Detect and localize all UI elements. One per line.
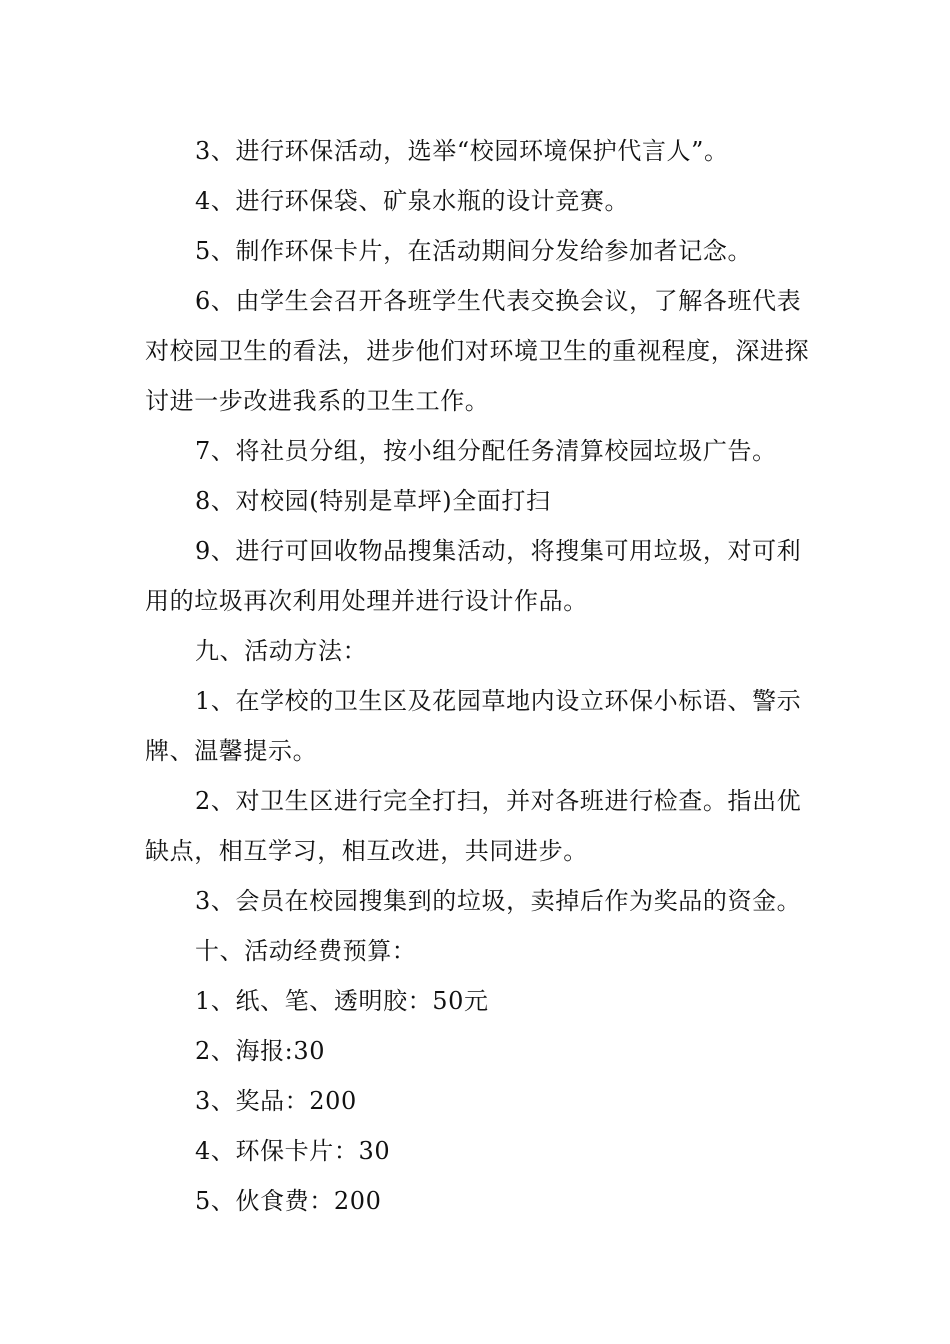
paragraph-item-3-election: 3、进行环保活动，选举“校园环境保护代言人”。 xyxy=(195,137,729,165)
budget-item-stationery: 1、纸、笔、透明胶：50元 xyxy=(195,987,489,1015)
paragraph-item-8-cleaning: 8、对校园(特别是草坪)全面打扫 xyxy=(195,487,551,515)
paragraph-item-6-meeting: 6、由学生会召开各班学生代表交换会议，了解各班代表对校园卫生的看法，进步他们对环境卫生的重视程度，深进探讨进一步改进我系的卫生工作。 xyxy=(145,287,810,415)
paragraph-item-4-design-contest: 4、进行环保袋、矿泉水瓶的设计竞赛。 xyxy=(195,187,630,215)
budget-item-prizes: 3、奖品：200 xyxy=(195,1087,357,1115)
section-heading-methods: 九、活动方法： xyxy=(195,637,368,665)
paragraph-method-3-funds: 3、会员在校园搜集到的垃圾，卖掉后作为奖品的资金。 xyxy=(195,887,802,915)
paragraph-item-7-groups: 7、将社员分组，按小组分配任务清算校园垃圾广告。 xyxy=(195,437,777,465)
document-body xyxy=(145,126,810,1226)
budget-item-cards: 4、环保卡片：30 xyxy=(195,1137,391,1165)
budget-item-meals: 5、伙食费：200 xyxy=(195,1187,382,1215)
section-heading-budget: 十、活动经费预算： xyxy=(195,937,417,965)
paragraph-method-1-signs: 1、在学校的卫生区及花园草地内设立环保小标语、警示牌、温馨提示。 xyxy=(145,687,802,765)
paragraph-item-9-recycling: 9、进行可回收物品搜集活动，将搜集可用垃圾，对可利用的垃圾再次利用处理并进行设计作品。 xyxy=(145,537,802,615)
paragraph-method-2-inspection: 2、对卫生区进行完全打扫，并对各班进行检查。指出优缺点，相互学习，相互改进，共同进步。 xyxy=(145,787,802,865)
paragraph-item-5-cards: 5、制作环保卡片，在活动期间分发给参加者记念。 xyxy=(195,237,753,265)
budget-item-posters: 2、海报:30 xyxy=(195,1037,326,1065)
